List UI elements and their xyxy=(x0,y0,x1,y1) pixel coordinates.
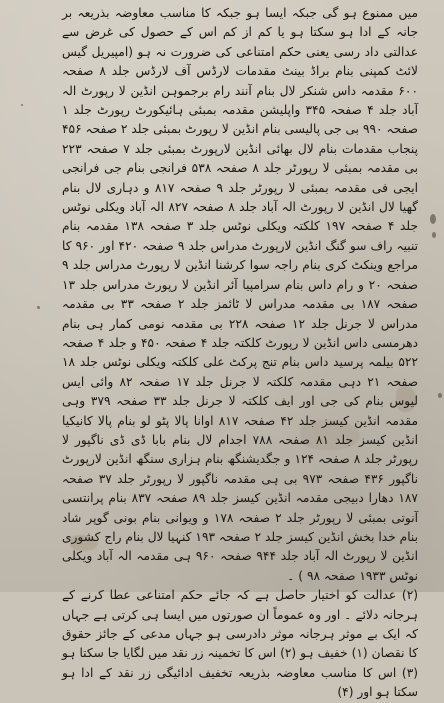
paper-fleck xyxy=(21,104,23,106)
document-text-block xyxy=(62,4,419,700)
paper-fleck xyxy=(438,393,442,398)
paper-fleck xyxy=(37,306,40,309)
paper-fleck xyxy=(430,214,436,224)
paper-fleck xyxy=(432,232,436,238)
paragraph-1: میں ممنوع ہو گی جبکہ ایسا ہو جبکہ کا مناسب معاوضہ بذریعہ بر جانہ کے ادا ہو سکتا ہو یا کم از کم اس کے حصول کی غرض سے عدالتی داد رسی یعنی حکم امتناعی کی ضرورت نہ ہو (امپیریل گیس لائٹ کمپنی بنام براڈ بینٹ مقدمات لارڈس آف لارڈس جلد ۸ صفحہ ۶۰۰ مقدمہ داس شنکر لال بنام آنند رام برجموہن انڈین لا رپورٹ الہ آباد جلد ۴ صفحہ ۳۴۵ واپلیشن مقدمہ بمبئی ہائیکورٹ رپورٹ جلد ۱ صفحہ ۹۹۰ بی جی پالیسی بنام انڈین لا رپورٹ بمبئی جلد ۲ صفحہ ۴۵۶ پنجاب مقدمات بنام لال بھائی انڈین لارپورٹ بمبئی جلد ۷ صفحہ ۲۲۳ بی مقدمہ بمبئی لا رپورٹر جلد ۸ صفحہ ۵۳۸ فرانجی بنام جی فرانجی ایجی فی مقدمہ بمبئی لا رپورٹر جلد ۹ صفحہ ۸۱۷ و دہاری لال بنام گھیا لال انڈین لا رپورٹ الہ آباد جلد ۸ صفحہ ۸۲۷ الہ آباد ویکلی نوٹس جلد ۴ صفحہ ۱۹۷ کلکتہ ویکلی نوٹس جلد ۳ صفحہ ۱۳۸ مقدمہ بنام تنبیہ راف سو گنگ انڈین لارپورٹ مدراس جلد ۹ صفحہ ۴۲۰ اور ۹۶۰ کا مراجع وینکٹ کری بنام راجہ سوا کرشنا انڈین لا رپورٹ مدراس جلد ۹ صفحہ ۲۰ و رام داس بنام سرامپیا آئر انڈین لا رپورٹ مدراس جلد ۱۳ صفحہ ۱۸۷ بی مقدمہ مدراس لا ٹائمز جلد ۲ صفحہ ۳۳ بی مقدمہ مدراس لا جرنل جلد ۱۲ صفحہ ۲۲۸ بی مقدمہ نومی کمار ہی بنام دھرمسی داس انڈین لا رپورٹ کلکتہ جلد ۴ صفحہ ۴۵۰ و جلد ۴ صفحہ ۵۲۲ بیلمہ پرسید داس بنام تنج پرکٹ علی کلکتہ ویکلی نوٹس جلد ۱۸ صفحہ ۲۱ دہی مقدمہ کلکتہ لا جرنل جلد ۱۷ صفحہ ۸۲ وائی ایس لیوس بنام کی جی اور ایف کلکتہ لا جرنل جلد ۳۳ صفحہ ۳۷۹ وہی مقدمہ انڈین کیسز جلد ۴۲ صفحہ ۸۱۷ اوانا پالا پٹو لو بنام پالا کانیکیا انڈین کیسز جلد ۸۱ صفحہ ۷۸۸ اجدام لال بنام بابا ڈی ڈی ناگپور لا رپورٹر جلد ۸ صفحہ ۱۲۴ و جگدیشنگھ بنام ہزاری سنگھ انڈین لارپورٹ ناگپور ۴۳۶ صفحہ ۹۷۳ بی ہی مقدمہ ناگپور لا رپورٹر جلد ۳۷ صفحہ ۱۸۷ دھارا دبیجی مقدمہ انڈین کیسز جلد ۸۹ صفحہ ۸۳۷ بنام پرانتسی آنوتی بمبئی لا رپورٹر جلد ۲ صفحہ ۱۷۸ و ویوانی بنام بونی گوپر شاد بنام خدا بخش انڈین کیسز جلد ۲ صفحہ ۱۹۳ کنہیا لال بنام راج کشوری انڈین لا رپورٹ الہ آباد جلد ۹۴۴ صفحہ ۹۶۰ ہی مقدمہ الہ آباد ویکلی نوٹس ۱۹۳۳ صفحہ ۹۸ ) ۔ xyxy=(62,6,419,583)
paragraph-2: (۲) عدالت کو اختیار حاصل ہے کہ جائے حکم امتناعی عطا کرنے کے ہرجانہ دلائے ۔ اور وہ عموماً ان صورتوں میں ایسا ہی کرتی ہے جہاں کہ ایک بے موثر ہرجانہ موثر دادرسی ہو جہاں مدعی کے جائز حقوق کا نقصان (۱) خفیف ہو (۲) اس کا تخمینہ زر نقد میں لگایا جا سکتا ہو (۳) اس کا مناسب معاوضہ بذریعہ تخفیف ادائیگی زر نقد کے ادا ہو سکتا ہو اور (۴) xyxy=(62,588,418,700)
